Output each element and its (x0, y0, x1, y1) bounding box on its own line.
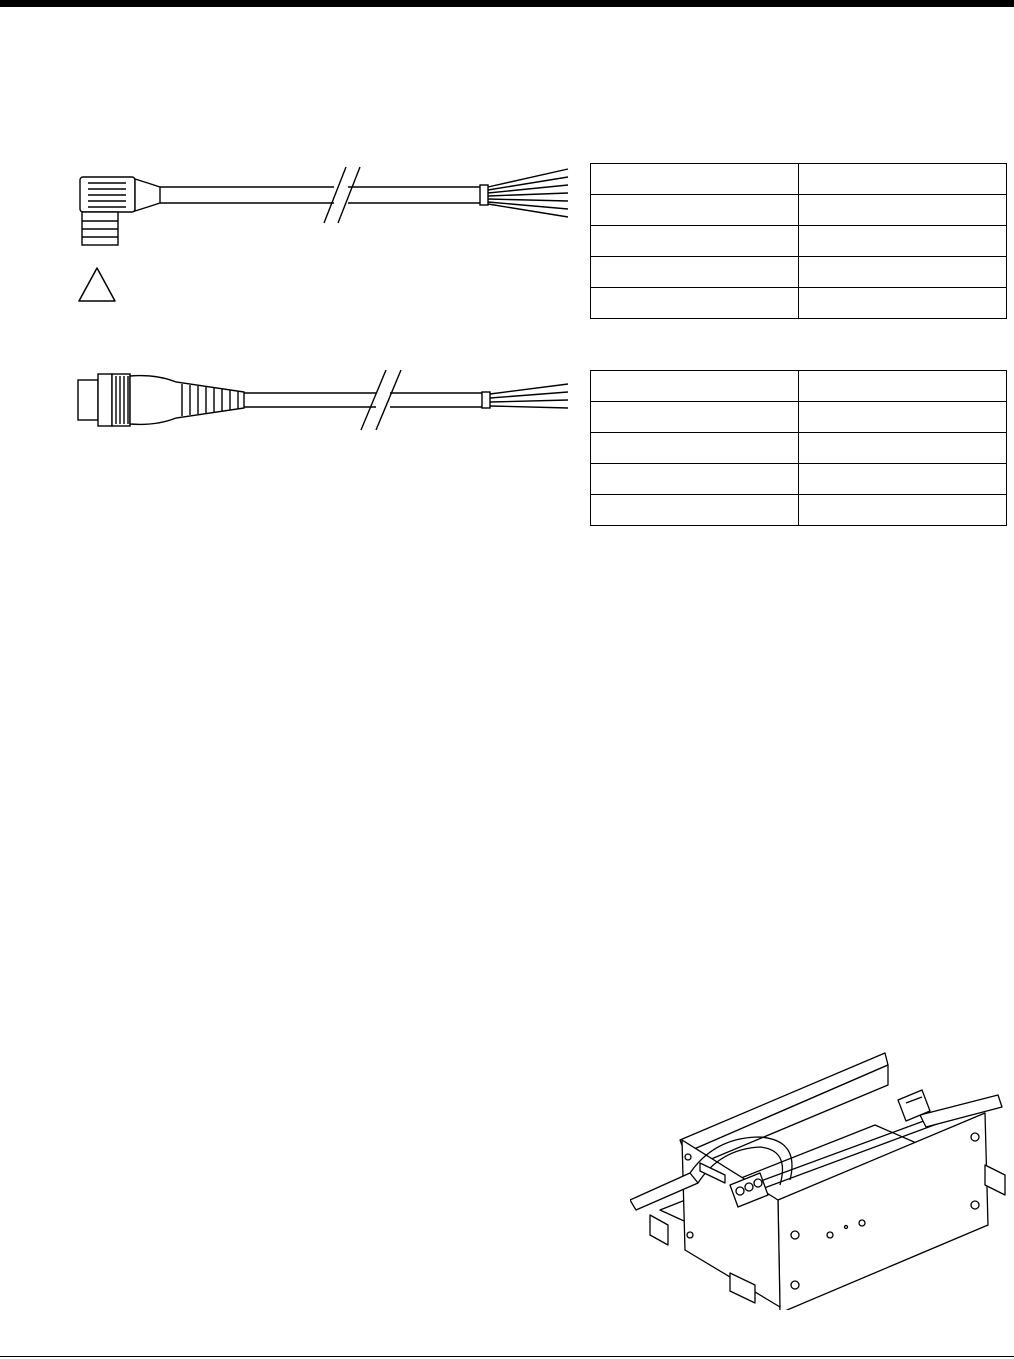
table-cell (799, 495, 1007, 526)
table-cell (799, 371, 1007, 402)
table-cell (591, 402, 799, 433)
table-cell (591, 195, 799, 226)
table-cell (799, 433, 1007, 464)
table-row (591, 226, 1007, 257)
table-row (591, 464, 1007, 495)
table-row (591, 288, 1007, 319)
pinout-table-2 (590, 370, 1007, 526)
table-row (591, 195, 1007, 226)
power-supply-figure (630, 1045, 1010, 1310)
table-row (591, 495, 1007, 526)
caution-triangle-icon (76, 265, 118, 305)
table-cell (591, 371, 799, 402)
table-cell (799, 195, 1007, 226)
table-cell (799, 464, 1007, 495)
table-row (591, 371, 1007, 402)
footer-rule (0, 1356, 1014, 1357)
table-cell (799, 288, 1007, 319)
header-rule (0, 0, 1014, 7)
table-cell (591, 464, 799, 495)
straight-cable-figure (76, 362, 576, 434)
table-cell (799, 257, 1007, 288)
right-angle-cable-figure (78, 165, 578, 250)
table-cell (591, 257, 799, 288)
table-cell (591, 433, 799, 464)
table-row (591, 402, 1007, 433)
table-row (591, 257, 1007, 288)
table-cell (591, 226, 799, 257)
table-cell (799, 226, 1007, 257)
table-cell (591, 495, 799, 526)
table-row (591, 164, 1007, 195)
pinout-table-1 (590, 163, 1007, 319)
table-row (591, 433, 1007, 464)
table-cell (591, 164, 799, 195)
table-cell (591, 288, 799, 319)
table-cell (799, 164, 1007, 195)
table-cell (799, 402, 1007, 433)
